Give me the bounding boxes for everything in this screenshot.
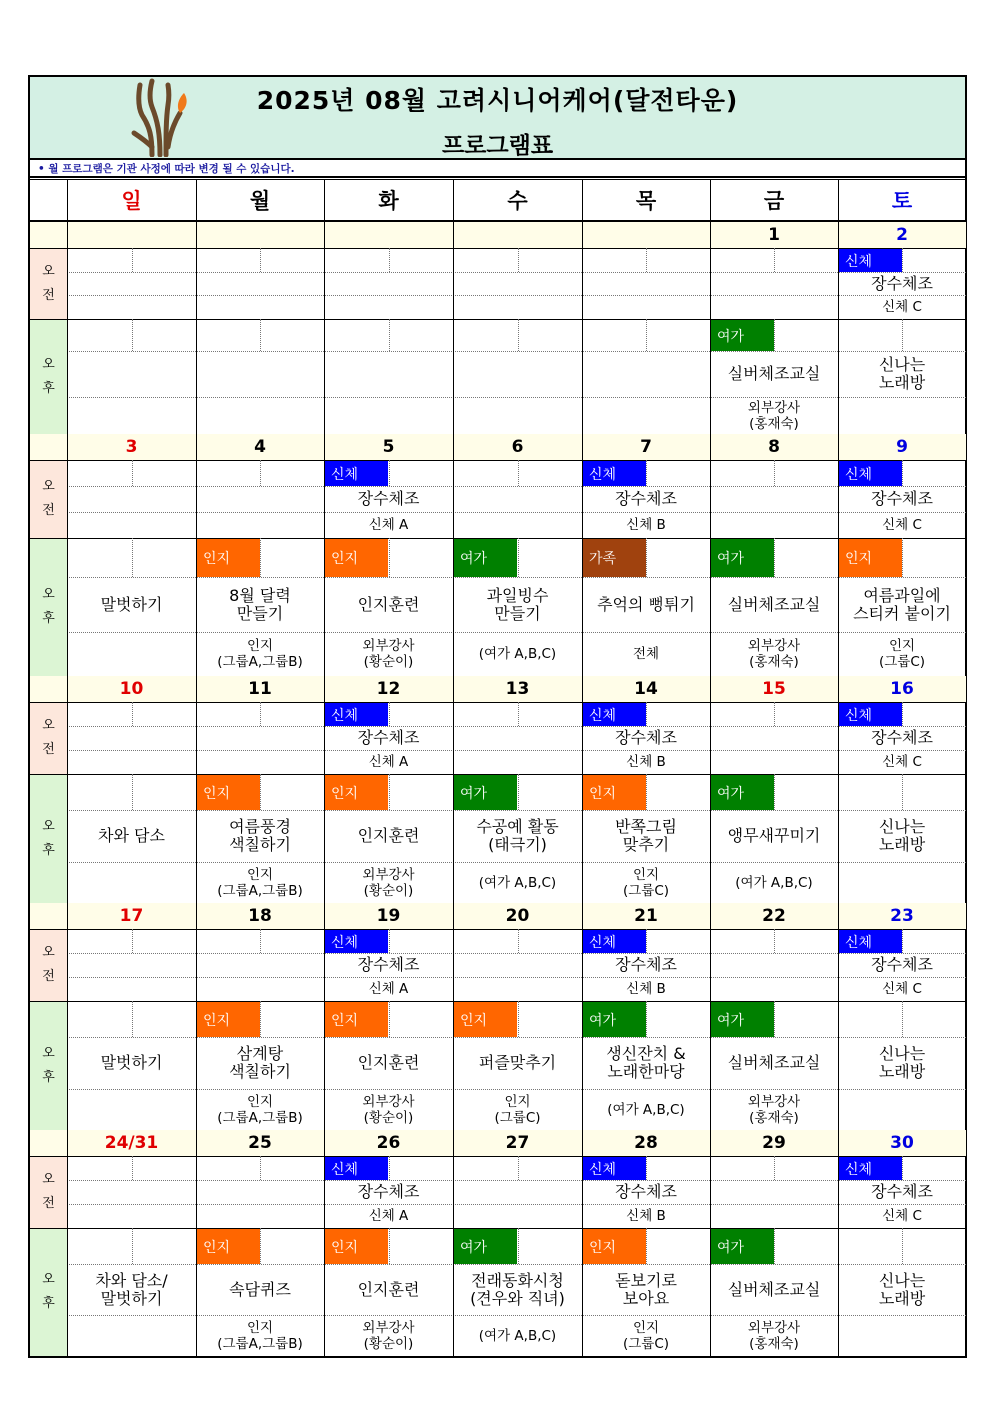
afternoon-program-name: 인지훈련 [357,1279,420,1299]
afternoon-category-tag: 여가 [711,539,774,577]
grid-line [67,179,68,220]
date-number: 21 [634,906,658,926]
grid-line [646,1001,647,1037]
afternoon-program-name: 8월 달력 만들기 [229,585,291,623]
grid-line [902,929,903,953]
grid-line [774,1156,775,1180]
grid-line [389,1156,390,1180]
afternoon-category-tag: 인지 [325,775,388,810]
morning-program-name: 장수체조 [615,728,677,747]
afternoon-program-group: 인지 (그룹A,그룹B) [217,1319,303,1352]
morning-category-tag: 신체 [839,1157,902,1180]
afternoon-category-tag: 인지 [197,1002,260,1037]
morning-program-group: 신체 B [626,1208,666,1224]
date-number: 22 [762,906,786,926]
grid-line [389,1001,390,1037]
weekday-header: 화 [378,188,399,213]
grid-line [582,222,583,434]
grid-line [389,774,390,810]
afternoon-program-name: 앵무새꾸미기 [727,826,821,845]
grid-line [582,179,583,220]
afternoon-category-tag: 인지 [583,775,646,810]
date-number: 28 [634,1133,658,1153]
grid-line [132,248,133,272]
grid-line [966,1130,967,1356]
afternoon-category-tag: 인지 [454,1002,517,1037]
afternoon-program-group: (여가 A,B,C) [478,1327,557,1344]
afternoon-category-tag: 인지 [325,1229,388,1264]
grid-line [132,1228,133,1264]
grid-line [132,460,133,486]
afternoon-program-group: (여가 A,B,C) [735,874,813,891]
grid-line [260,460,261,486]
afternoon-program-group: 인지 (그룹A,그룹B) [217,866,303,899]
grid-line [260,248,261,272]
morning-category-tag: 신체 [583,930,646,953]
afternoon-program-name: 인지훈련 [357,826,420,845]
afternoon-category-tag: 여가 [711,1002,774,1037]
afternoon-program-name: 생신잔치 & 노래한마당 [606,1044,686,1081]
grid-line [646,1156,647,1180]
morning-program-group: 신체 A [368,517,409,533]
date-number: 20 [505,906,530,926]
grid-line [518,538,519,577]
afternoon-program-group: (여가 A,B,C) [478,646,557,662]
grid-line [389,1228,390,1264]
notice-text: • 월 프로그램은 기관 사정에 따라 변경 될 수 있습니다. [30,160,965,178]
morning-program-group: 신체 C [882,754,922,770]
morning-program-group: 신체 C [882,517,922,533]
grid-line [453,222,454,434]
grid-line [518,1001,519,1037]
afternoon-program-group: 인지 (그룹A,그룹B) [217,1093,303,1126]
grid-line [67,953,966,954]
grid-line [902,1228,903,1264]
grid-line [774,702,775,726]
afternoon-program-group: 전체 [632,646,660,662]
weekday-header: 월 [249,188,271,213]
afternoon-program-group: 인지 (그룹C) [622,866,670,899]
page-title: 2025년 08월 고려시니어케어(달전타운) [256,86,739,115]
date-number: 6 [511,437,524,457]
grid-line [67,1180,966,1181]
morning-program-name: 장수체조 [871,273,933,293]
afternoon-program-name: 실버체조교실 [727,364,821,383]
grid-line [902,248,903,272]
date-number: 8 [768,437,780,457]
grid-line [260,538,261,577]
morning-program-group: 신체 B [626,981,666,997]
grid-line [902,1156,903,1180]
grid-line [67,750,966,751]
grid-line [518,248,519,272]
grid-line [389,248,390,272]
date-number: 3 [125,437,138,457]
grid-line [902,538,903,577]
afternoon-program-name: 신나는 노래방 [878,1044,926,1081]
program-sheet [28,75,967,1358]
date-number: 15 [762,679,786,699]
grid-line [902,774,903,810]
grid-line [132,929,133,953]
grid-line [774,248,775,272]
date-number: 26 [376,1133,401,1153]
grid-line [453,179,454,220]
morning-category-tag: 신체 [839,930,902,953]
morning-program-name: 장수체조 [871,1182,933,1201]
grid-line [260,702,261,726]
date-number: 29 [762,1133,786,1153]
afternoon-category-tag: 여가 [711,320,774,351]
morning-category-tag: 신체 [583,703,646,726]
grid-line [67,272,966,273]
grid-line [389,319,390,351]
date-number: 9 [896,437,908,457]
date-number: 24/31 [104,1133,159,1153]
grid-line [132,1001,133,1037]
date-number: 14 [634,679,658,699]
grid-line [902,460,903,486]
afternoon-program-name: 수공예 활동 (태극기) [476,817,559,854]
afternoon-program-group: 인지 (그룹C) [622,1319,670,1352]
grid-line [774,1001,775,1037]
date-number: 27 [505,1133,530,1153]
date-number: 16 [890,679,914,699]
grid-line [966,676,967,903]
afternoon-category-tag: 인지 [583,1229,646,1264]
header [30,77,965,160]
morning-category-tag: 신체 [325,930,388,953]
grid-line [966,222,967,434]
date-number: 13 [505,679,530,699]
morning-program-name: 장수체조 [357,955,420,974]
grid-line [646,702,647,726]
date-number [324,222,453,248]
grid-line [774,460,775,486]
afternoon-program-name: 속담퀴즈 [229,1279,291,1299]
grid-line [67,726,966,727]
morning-label: 오 전 [30,460,67,538]
afternoon-label: 오 후 [30,774,67,903]
afternoon-category-tag: 여가 [454,539,517,577]
grid-line [774,929,775,953]
afternoon-category-tag: 인지 [197,775,260,810]
afternoon-program-name: 실버체조교실 [727,594,821,614]
afternoon-program-name: 신나는 노래방 [878,817,926,854]
afternoon-category-tag: 인지 [197,1229,260,1264]
morning-label: 오 전 [30,248,67,319]
afternoon-program-name: 인지훈련 [357,594,420,614]
weekday-header: 수 [507,188,528,213]
afternoon-program-name: 퍼즐맞추기 [478,1053,557,1072]
grid-line [132,1156,133,1180]
grid-line [67,1130,68,1356]
afternoon-category-tag: 여가 [711,1229,774,1264]
grid-line [902,1001,903,1037]
grid-line [30,1156,966,1157]
afternoon-program-name: 전래동화시청 (견우와 직녀) [470,1270,565,1308]
afternoon-program-name: 여름과일에 스티커 붙이기 [853,585,951,623]
afternoon-program-group: 외부강사 (홍재숙) [747,1093,801,1126]
date-number: 7 [640,437,652,457]
afternoon-category-tag: 여가 [454,775,517,810]
grid-line [324,222,325,434]
afternoon-program-name: 인지훈련 [357,1053,420,1072]
date-number: 2 [896,225,908,245]
morning-program-group: 신체 C [882,1208,922,1224]
afternoon-program-name: 실버체조교실 [727,1279,821,1299]
afternoon-program-name: 차와 담소/ 말벗하기 [95,1270,168,1308]
afternoon-program-name: 실버체조교실 [727,1053,821,1072]
grid-line [389,702,390,726]
afternoon-program-name: 차와 담소 [98,826,165,845]
morning-program-name: 장수체조 [615,1182,677,1201]
date-number: 18 [248,906,272,926]
grid-line [30,460,966,461]
afternoon-label: 오 후 [30,1001,67,1130]
morning-category-tag: 신체 [839,249,902,272]
grid-line [67,295,966,296]
grid-line [774,1228,775,1264]
grid-line [774,538,775,577]
afternoon-program-name: 삼계탕 색칠하기 [229,1044,291,1081]
morning-program-name: 장수체조 [871,728,933,747]
afternoon-program-name: 추억의 뻥튀기 [597,594,695,614]
grid-line [774,774,775,810]
weekday-header: 토 [891,188,913,213]
afternoon-program-group: 외부강사 (황순이) [362,1319,415,1352]
morning-program-name: 장수체조 [871,955,933,974]
grid-line [710,179,711,220]
date-number: 23 [890,906,914,926]
grid-line [646,1228,647,1264]
afternoon-category-tag: 여가 [711,775,774,810]
grid-line [389,538,390,577]
date-number: 5 [382,437,395,457]
date-number [453,222,582,248]
grid-line [646,460,647,486]
afternoon-program-group: 외부강사 (황순이) [362,1093,415,1126]
grid-line [518,460,519,486]
weekday-header: 목 [635,188,657,213]
date-number: 17 [119,906,144,926]
grid-line [132,538,133,577]
weekday-header: 금 [763,188,785,213]
grid-line [67,434,68,676]
morning-program-group: 신체 C [882,981,922,997]
grid-line [132,774,133,810]
grid-line [966,179,967,220]
morning-category-tag: 신체 [325,703,388,726]
morning-program-name: 장수체조 [615,955,677,974]
grid-line [260,929,261,953]
morning-category-tag: 신체 [325,461,388,486]
morning-program-group: 신체 B [626,517,666,533]
grid-line [389,460,390,486]
grid-line [67,486,966,487]
morning-program-group: 신체 C [882,299,922,315]
grid-line [30,929,966,930]
weekday-header: 일 [121,188,142,213]
grid-line [838,179,839,220]
date-number: 10 [119,679,144,699]
date-number: 1 [768,225,780,245]
grid-line [30,319,966,320]
grid-line [518,319,519,351]
afternoon-program-group: (여가 A,B,C) [607,1101,685,1118]
morning-category-tag: 신체 [583,461,646,486]
morning-program-group: 신체 A [368,1208,409,1224]
grid-line [518,702,519,726]
afternoon-program-group: 외부강사 (홍재숙) [747,399,801,432]
afternoon-program-name: 여름풍경 색칠하기 [229,817,291,854]
grid-line [902,319,903,351]
grid-line [260,1228,261,1264]
afternoon-program-group: 인지 (그룹C) [494,1093,541,1126]
afternoon-category-tag: 인지 [325,539,388,577]
date-number [196,222,324,248]
grid-line [132,702,133,726]
grid-line [518,929,519,953]
grid-line [518,774,519,810]
afternoon-program-group: 인지 (그룹A,그룹B) [217,638,303,670]
morning-category-tag: 신체 [583,1157,646,1180]
grid-line [260,1001,261,1037]
grid-line [67,903,68,1130]
grid-line [966,903,967,1130]
afternoon-category-tag: 가족 [583,539,646,577]
afternoon-category-tag: 여가 [454,1229,517,1264]
afternoon-program-group: 인지 (그룹C) [878,638,926,670]
grid-line [132,319,133,351]
afternoon-category-tag: 여가 [583,1002,646,1037]
morning-program-name: 장수체조 [357,728,420,747]
date-number: 4 [254,437,266,457]
date-number: 19 [376,906,401,926]
grid-line [646,929,647,953]
morning-label: 오 전 [30,702,67,774]
morning-label: 오 전 [30,1156,67,1228]
morning-category-tag: 신체 [839,461,902,486]
grid-line [67,512,966,513]
afternoon-category-tag: 인지 [839,539,902,577]
morning-program-name: 장수체조 [615,489,677,508]
grid-line [260,319,261,351]
page-subtitle: 프로그램표 [441,133,554,159]
grid-line [646,248,647,272]
afternoon-category-tag: 인지 [325,1002,388,1037]
grid-line [518,1156,519,1180]
morning-label: 오 전 [30,929,67,1001]
afternoon-program-name: 과일빙수 만들기 [486,585,549,623]
morning-program-group: 신체 B [626,754,666,770]
grid-line [30,179,966,180]
afternoon-program-name: 신나는 노래방 [878,1270,926,1308]
afternoon-program-name: 말벗하기 [100,1053,163,1072]
afternoon-category-tag: 인지 [197,539,260,577]
date-number: 11 [248,679,272,699]
date-number: 12 [376,679,401,699]
morning-program-name: 장수체조 [357,489,420,508]
grid-line [196,222,197,434]
grid-line [966,434,967,676]
afternoon-program-group: 외부강사 (황순이) [362,638,415,670]
grid-line [30,248,966,249]
afternoon-program-group: 외부강사 (황순이) [362,866,415,899]
morning-program-group: 신체 A [368,754,409,770]
morning-program-group: 신체 A [368,981,409,997]
grid-line [774,319,775,351]
afternoon-program-group: (여가 A,B,C) [478,874,557,891]
grid-line [260,774,261,810]
grid-line [646,774,647,810]
afternoon-program-name: 반쪽그림 맞추기 [615,817,677,854]
grid-line [260,1156,261,1180]
date-number: 30 [890,1133,914,1153]
grid-line [518,1228,519,1264]
date-number [582,222,710,248]
grid-line [30,1356,966,1358]
afternoon-label: 오 후 [30,319,67,434]
grid-line [67,1204,966,1205]
grid-line [196,179,197,220]
morning-category-tag: 신체 [839,703,902,726]
grid-line [67,676,68,903]
grid-line [324,179,325,220]
grid-line [902,702,903,726]
grid-line [646,538,647,577]
afternoon-program-name: 말벗하기 [100,594,163,614]
grid-line [67,977,966,978]
date-number: 25 [248,1133,272,1153]
morning-program-name: 장수체조 [357,1182,420,1201]
afternoon-program-group: 외부강사 (홍재숙) [747,1319,801,1352]
afternoon-program-group: 외부강사 (홍재숙) [747,638,801,670]
afternoon-label: 오 후 [30,1228,67,1356]
morning-program-name: 장수체조 [871,489,933,508]
afternoon-program-name: 신나는 노래방 [878,355,926,392]
afternoon-label: 오 후 [30,538,67,676]
afternoon-program-name: 돋보기로 보아요 [615,1270,677,1308]
grid-line [389,929,390,953]
grid-line [646,319,647,351]
grid-line [67,222,68,434]
morning-category-tag: 신체 [325,1157,388,1180]
grid-line [30,702,966,703]
date-number [67,222,196,248]
